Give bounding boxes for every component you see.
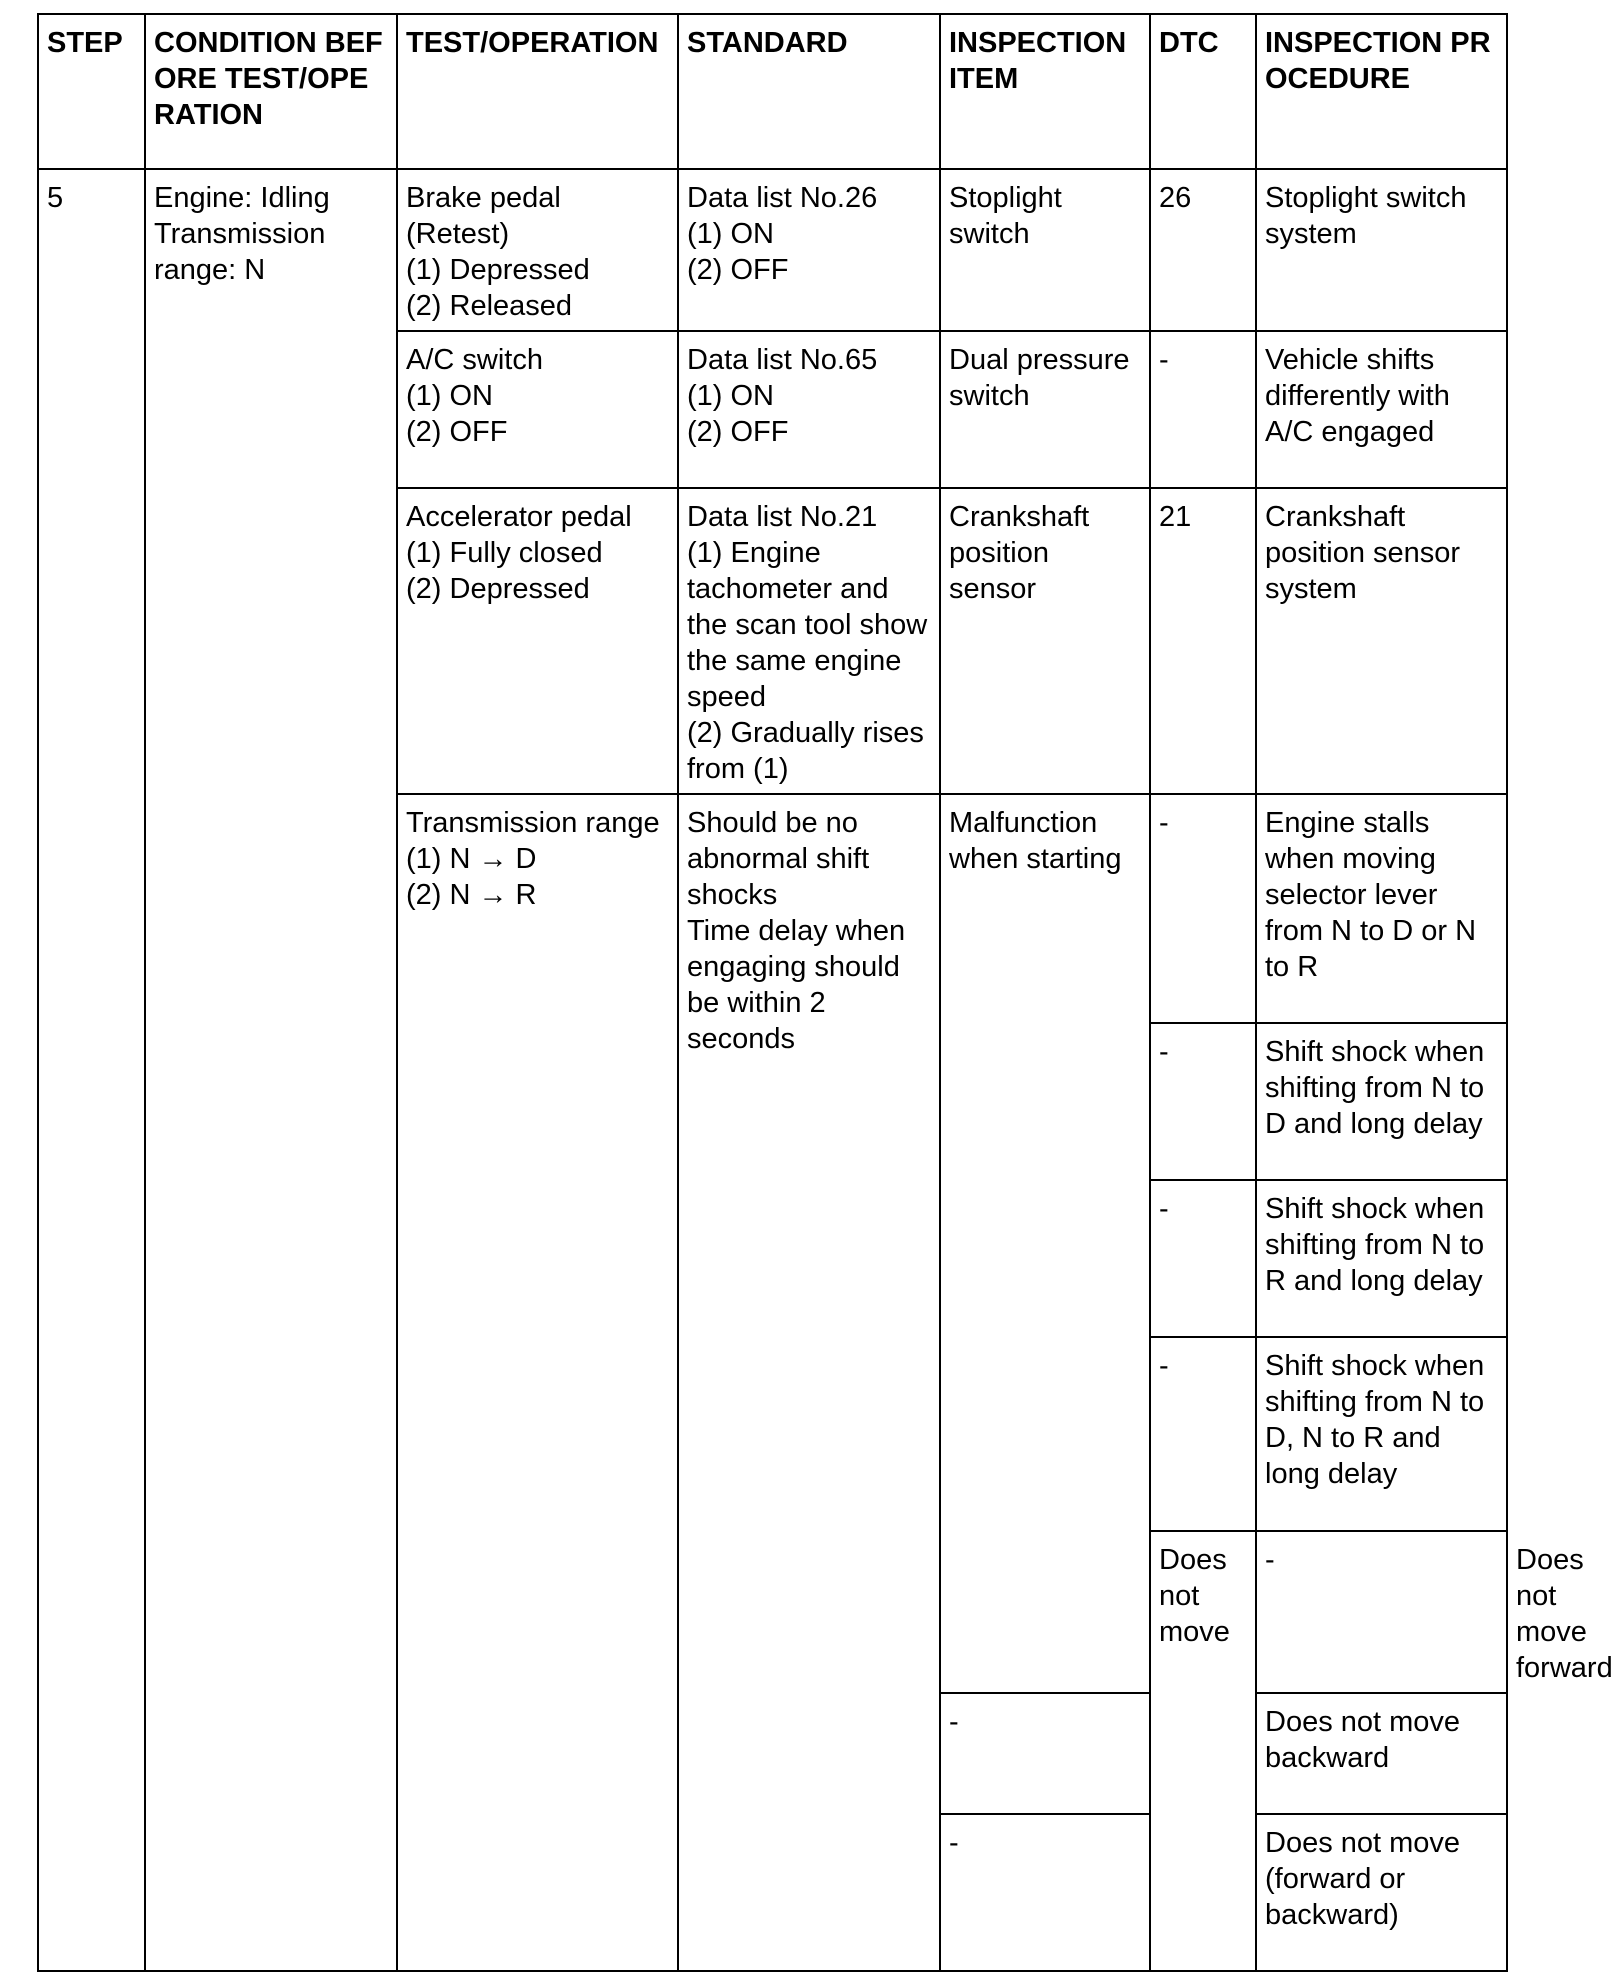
test-line: A/C switch xyxy=(406,344,543,376)
step-number: 5 xyxy=(38,169,145,1971)
standard-line: Data list No.21 xyxy=(687,501,878,533)
condition-line: Transmission range: N xyxy=(154,218,334,286)
standard-cell xyxy=(678,169,940,331)
standard-cell xyxy=(678,794,940,1971)
standard-cell xyxy=(678,331,940,488)
dtc-cell: - xyxy=(1256,1531,1507,1693)
header-standard: STANDARD xyxy=(678,14,940,169)
test-line: (1) N → D xyxy=(406,843,537,875)
header-step: STEP xyxy=(38,14,145,169)
test-line: Brake pedal (Retest) xyxy=(406,182,569,250)
inspection-item-cell: Does not move xyxy=(1150,1531,1256,1971)
procedure-cell: Vehicle shifts differently with A/C engaged xyxy=(1256,331,1507,488)
table-row: Does not move - Does not move forward xyxy=(38,1531,1507,1693)
test-line: (2) N → R xyxy=(406,879,537,911)
header-inspection-item: INSPECTION ITEM xyxy=(940,14,1150,169)
standard-line: (1) ON xyxy=(687,218,774,250)
test-line: (2) Released xyxy=(406,290,573,322)
procedure-cell: Shift shock when shifting from N to D and long delay xyxy=(1256,1023,1507,1180)
dtc-cell: 21 xyxy=(1150,488,1256,794)
inspection-item-cell: Stoplight switch xyxy=(940,169,1150,331)
procedure-cell: Does not move (forward or backward) xyxy=(1256,1814,1507,1971)
dtc-cell: - xyxy=(1150,1180,1256,1337)
procedure-cell: Does not move backward xyxy=(1256,1693,1507,1814)
header-row xyxy=(38,14,1507,169)
header-test-operation: TEST/OPERATION xyxy=(397,14,678,169)
table-row xyxy=(38,169,1507,331)
test-cell xyxy=(397,488,678,794)
procedure-cell: Shift shock when shifting from N to D, N to R and long delay xyxy=(1256,1337,1507,1531)
dtc-cell: - xyxy=(940,1693,1150,1814)
standard-line: (2) Gradually rises from (1) xyxy=(687,717,932,785)
header-condition: CONDITION BEFORE TEST/OPERATION xyxy=(145,14,397,169)
inspection-table xyxy=(37,13,1613,1972)
test-line: (2) Depressed xyxy=(406,573,590,605)
standard-line: Time delay when engaging should be within 2 seconds xyxy=(687,915,914,1055)
standard-line: Data list No.65 xyxy=(687,344,878,376)
standard-line: Should be no abnormal shift shocks xyxy=(687,807,878,911)
test-line: (2) OFF xyxy=(406,416,508,448)
procedure-cell: Crankshaft position sensor system xyxy=(1256,488,1507,794)
standard-line: (1) ON xyxy=(687,380,774,412)
test-line: (1) Fully closed xyxy=(406,537,603,569)
condition-cell xyxy=(145,169,397,1971)
inspection-item-cell: Dual pressure switch xyxy=(940,331,1150,488)
dtc-cell: - xyxy=(1150,331,1256,488)
test-cell xyxy=(397,331,678,488)
header-inspection-procedure: INSPECTION PROCEDURE xyxy=(1256,14,1507,169)
condition-line: Engine: Idling xyxy=(154,182,330,214)
test-line: (1) ON xyxy=(406,380,493,412)
header-dtc: DTC xyxy=(1150,14,1256,169)
test-line: Transmission range xyxy=(406,807,660,839)
test-cell xyxy=(397,169,678,331)
standard-line: (2) OFF xyxy=(687,254,789,286)
inspection-item-cell: Crankshaft position sensor xyxy=(940,488,1150,794)
dtc-cell: - xyxy=(940,1814,1150,1971)
dtc-cell: 26 xyxy=(1150,169,1256,331)
standard-line: Data list No.26 xyxy=(687,182,878,214)
dtc-cell: - xyxy=(1150,1023,1256,1180)
test-cell xyxy=(397,794,678,1971)
procedure-cell: Engine stalls when moving selector lever from N to D or N to R xyxy=(1256,794,1507,1023)
standard-cell xyxy=(678,488,940,794)
standard-line: (2) OFF xyxy=(687,416,789,448)
inspection-item-cell: Malfunction when starting xyxy=(940,794,1150,1693)
test-line: Accelerator pedal xyxy=(406,501,632,533)
procedure-cell: Stoplight switch system xyxy=(1256,169,1507,331)
dtc-cell: - xyxy=(1150,794,1256,1023)
test-line: (1) Depressed xyxy=(406,254,590,286)
procedure-cell: Shift shock when shifting from N to R and long delay xyxy=(1256,1180,1507,1337)
dtc-cell: - xyxy=(1150,1337,1256,1531)
standard-line: (1) Engine tachometer and the scan tool show the same engine speed xyxy=(687,537,936,713)
